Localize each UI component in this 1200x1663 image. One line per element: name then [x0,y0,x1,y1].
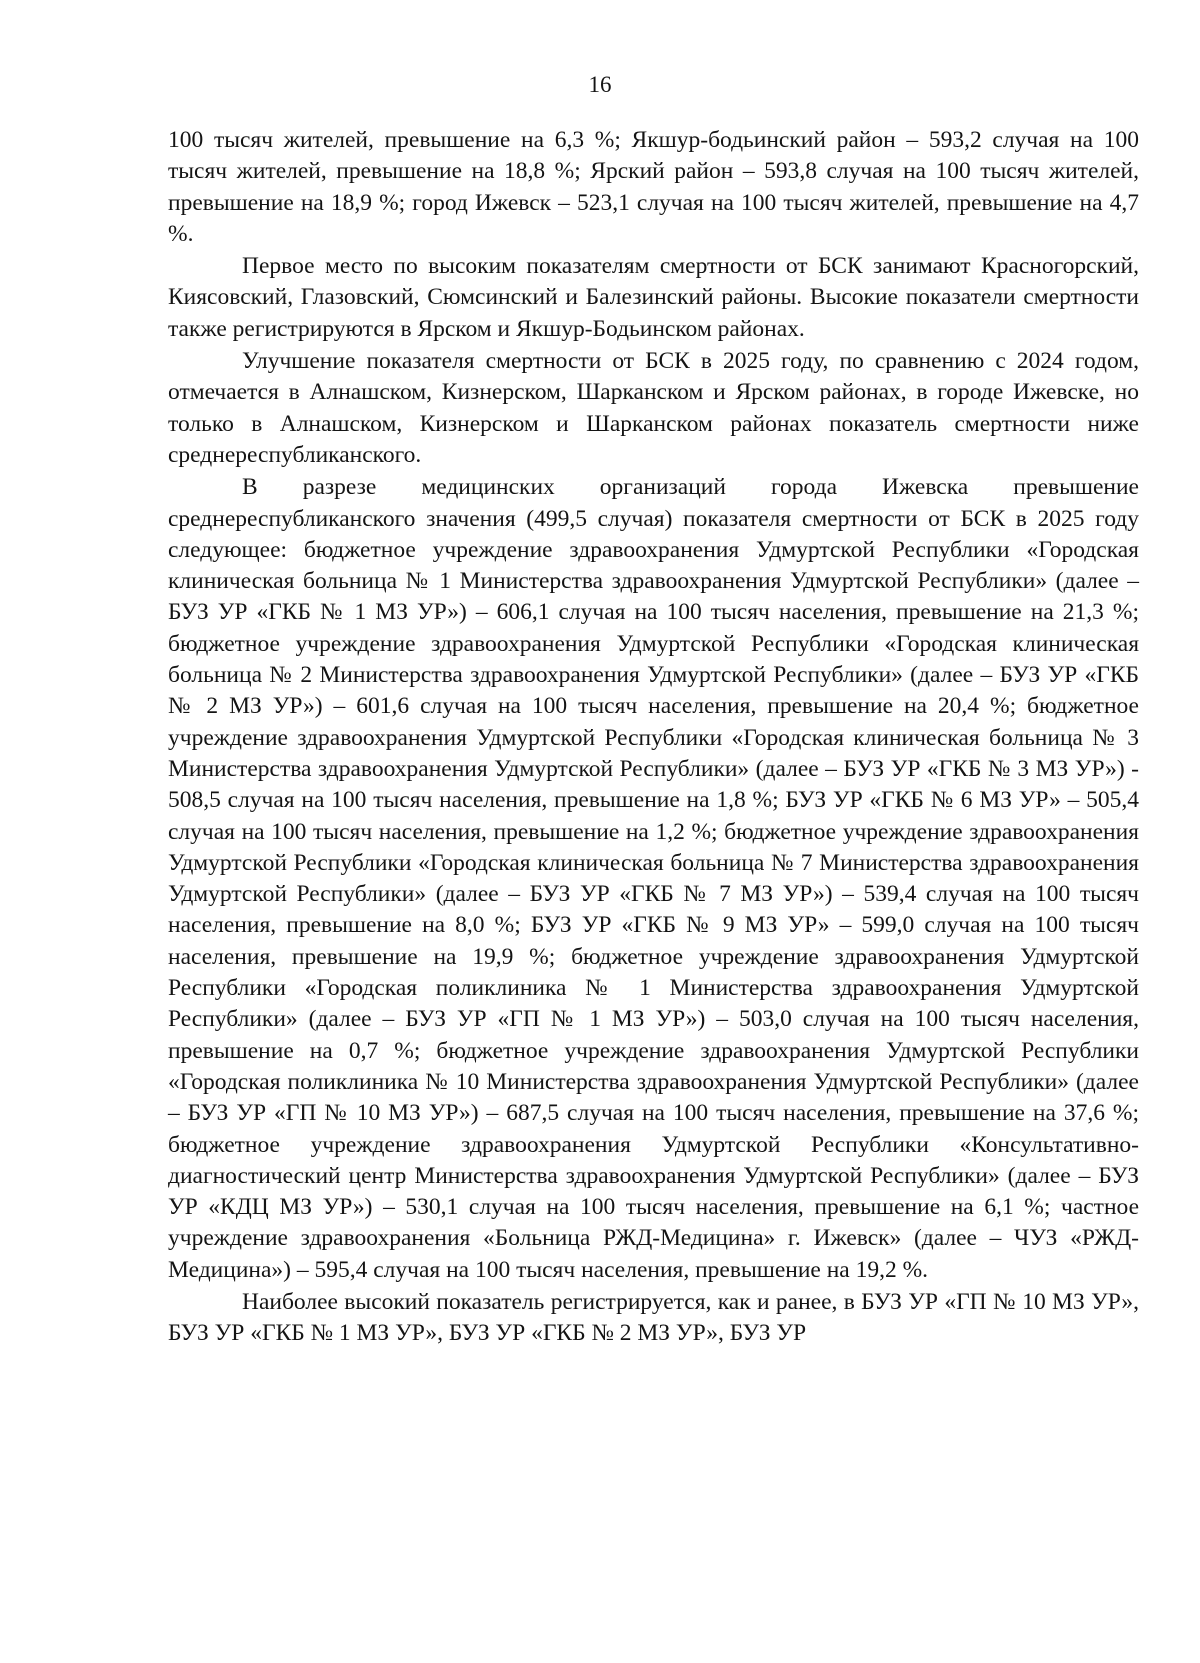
document-body [168,125,1139,1350]
paragraph-improvement: Улучшение показателя смертности от БСК в 2025 году, по сравнению с 2024 годом, отмечается в Алнашском, Кизнерском, Шарканском и Ярском районах, в городе Ижевске, но только в Алнашском, Кизнерском и Шарканском районах показатель смертности ниже среднереспубликанского. [168,348,1139,468]
paragraph-highest-rate: Наиболее высокий показатель регистрируется, как и ранее, в БУЗ УР «ГП № 10 МЗ УР», БУЗ УР «ГКБ № 1 МЗ УР», БУЗ УР «ГКБ № 2 МЗ УР», БУЗ УР [168,1288,1139,1347]
page-number: 16 [588,72,612,97]
paragraph-continuation: 100 тысяч жителей, превышение на 6,3 %; Якшур-бодьинский район – 593,2 случая на 100 тысяч жителей, превышение на 18,8 %; Ярский район – 593,8 случая на 100 тысяч жителей, превышение на 18,9 %; город Ижевск – 523,1 случая на 100 тысяч жителей, превышение на 4,7 %. [168,127,1139,247]
paragraph-medical-organizations: В разрезе медицинских организаций города Ижевска превышение среднереспубликанского значения (499,5 случая) показателя смертности от БСК в 2025 году следующее: бюджетное учреждение здравоохранения Удмуртской Республики «Городская клиническая больница № 1 Министерства здравоохранения Удмуртской Республики» (далее – БУЗ УР «ГКБ № 1 МЗ УР») – 606,1 случая на 100 тысяч населения, превышение на 21,3 %; бюджетное учреждение здравоохранения Удмуртской Республики «Городская клиническая больница № 2 Министерства здравоохранения Удмуртской Республики» (далее – БУЗ УР «ГКБ № 2 МЗ УР») – 601,6 случая на 100 тысяч населения, превышение на 20,4 %; бюджетное учреждение здравоохранения Удмуртской Республики «Городская клиническая больница № 3 Министерства здравоохранения Удмуртской Республики» (далее – БУЗ УР «ГКБ № 3 МЗ УР») - 508,5 случая на 100 тысяч населения, превышение на 1,8 %; БУЗ УР «ГКБ № 6 МЗ УР» – 505,4 случая на 100 тысяч населения, превышение на 1,2 %; бюджетное учреждение здравоохранения Удмуртской Республики «Городская клиническая больница № 7 Министерства здравоохранения Удмуртской Республики» (далее – БУЗ УР «ГКБ № 7 МЗ УР») – 539,4 случая на 100 тысяч населения, превышение на 8,0 %; БУЗ УР «ГКБ № 9 МЗ УР» – 599,0 случая на 100 тысяч населения, превышение на 19,9 %; бюджетное учреждение здравоохранения Удмуртской Республики «Городская поликлиника № 1 Министерства здравоохранения Удмуртской Республики» (далее – БУЗ УР «ГП № 1 МЗ УР») – 503,0 случая на 100 тысяч населения, превышение на 0,7 %; бюджетное учреждение здравоохранения Удмуртской Республики «Городская поликлиника № 10 Министерства здравоохранения Удмуртской Республики» (далее – БУЗ УР «ГП № 10 МЗ УР») – 687,5 случая на 100 тысяч населения, превышение на 37,6 %; бюджетное учреждение здравоохранения Удмуртской Республики «Консультативно-диагностический центр Министерства здравоохранения Удмуртской Республики» (далее – БУЗ УР «КДЦ МЗ УР») – 530,1 случая на 100 тысяч населения, превышение на 6,1 %; частное учреждение здравоохранения «Больница РЖД-Медицина» г. Ижевск» (далее – ЧУЗ «РЖД-Медицина») – 595,4 случая на 100 тысяч населения, превышение на 19,2 %. [168,474,1139,1283]
paragraph-high-mortality-districts: Первое место по высоким показателям смертности от БСК занимают Красногорский, Киясовский, Глазовский, Сюмсинский и Балезинский районы. Высокие показатели смертности также регистрируются в Ярском и Якшур-Бодьинском районах. [168,253,1139,342]
